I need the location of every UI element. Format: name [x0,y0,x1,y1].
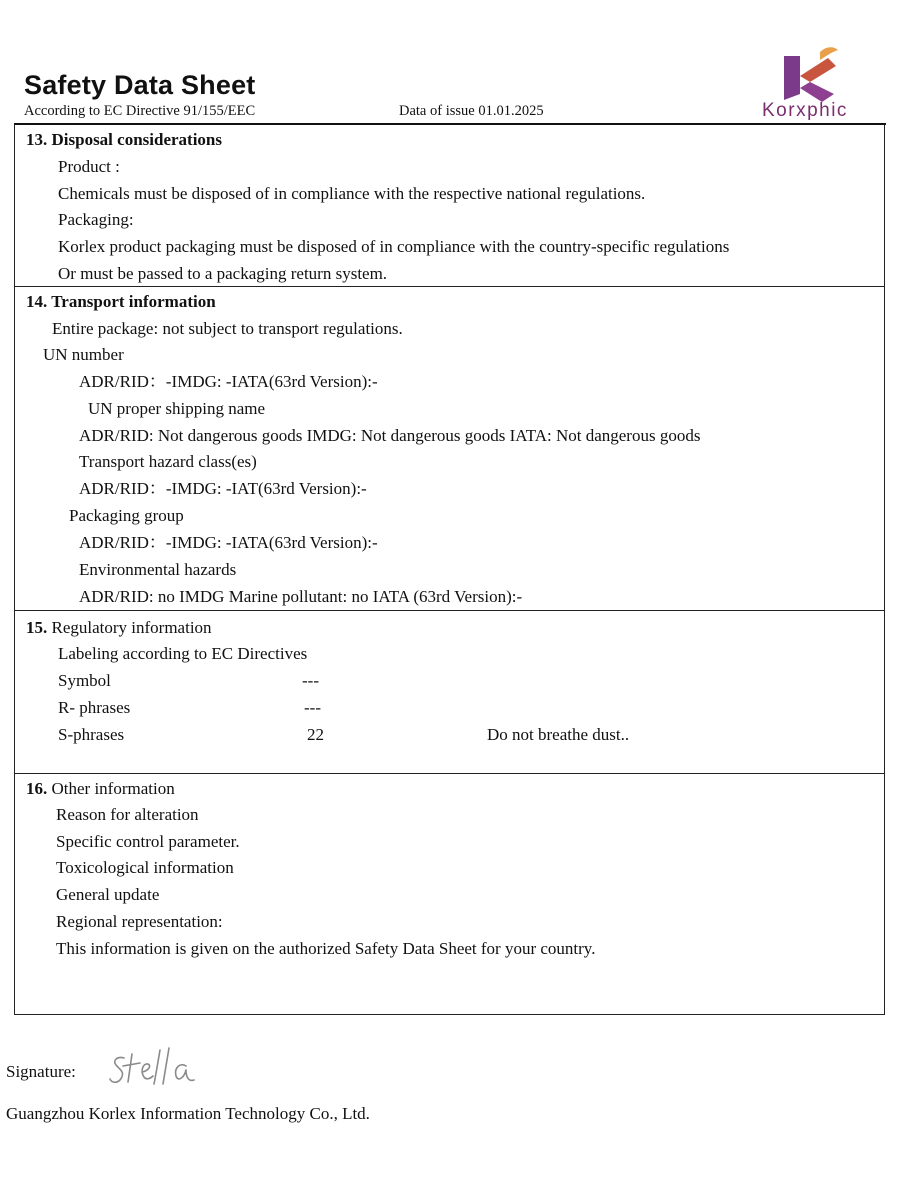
reg-row-value: 22 [307,725,324,744]
section-14-line: Packaging group [69,506,184,525]
section-13-line: Product : [58,157,120,176]
section-13-line: Korlex product packaging must be disposed of in compliance with the country-specific regulations [58,237,730,256]
reg-row-label: R- phrases [58,698,131,717]
company-name: Guangzhou Korlex Information Technology Co., Ltd. [6,1104,370,1123]
directive-reference: According to EC Directive 91/155/EEC [24,103,256,119]
reg-row-label: Symbol [58,671,111,690]
section-14-heading: 14. Transport information [26,292,216,311]
section-13-line: Or must be passed to a packaging return system. [58,264,388,283]
section-13-line: Packaging: [58,210,134,229]
section-16-heading [26,778,175,800]
reg-row-value: --- [302,671,319,690]
section-16-title: Other information [47,779,175,798]
section-14-line: ADR/RID：-IMDG: -IATA(63rd Version):- [79,533,378,552]
reg-row-note: Do not breathe dust.. [487,725,630,744]
section-14-line: ADR/RID: Not dangerous goods IMDG: Not dangerous goods IATA: Not dangerous goods [79,426,701,445]
section-14-line: UN number [43,345,124,364]
signature-label: Signature: [6,1062,76,1081]
section-14-line: ADR/RID：-IMDG: -IAT(63rd Version):- [79,479,367,498]
document-header [0,0,900,125]
section-16-line: Toxicological information [56,858,234,877]
reg-row-value: --- [304,698,321,717]
document-title: Safety Data Sheet [24,70,256,100]
section-16-line: General update [56,885,160,904]
handwritten-signature [106,1044,206,1092]
section-14-line: ADR/RID：-IMDG: -IATA(63rd Version):- [79,372,378,391]
section-13-heading: 13. Disposal considerations [26,130,222,149]
section-14-line: Transport hazard class(es) [79,452,257,471]
section-15-heading [26,617,212,639]
section-15-title: Regulatory information [47,618,212,637]
section-16-line: This information is given on the authorized Safety Data Sheet for your country. [56,939,596,958]
section-divider [14,773,885,774]
section-14-line: UN proper shipping name [88,399,266,418]
section-divider [14,286,885,287]
section-16-line: Reason for alteration [56,805,199,824]
section-14-line: Environmental hazards [79,560,237,579]
section-16-line: Specific control parameter. [56,832,240,851]
section-15-number: 15. [26,618,48,637]
logo-text: Korxphic [762,100,848,121]
labeling-line: Labeling according to EC Directives [58,644,308,663]
section-divider [14,610,885,611]
section-16-line: Regional representation: [56,912,223,931]
issue-date: Data of issue 01.01.2025 [399,103,544,119]
reg-row-label: S-phrases [58,725,125,744]
section-14-line: Entire package: not subject to transport regulations. [52,319,403,338]
section-16-number: 16. [26,779,48,798]
section-14-line: ADR/RID: no IMDG Marine pollutant: no IATA (63rd Version):- [79,587,523,606]
section-13-line: Chemicals must be disposed of in compliance with the respective national regulations. [58,184,646,203]
